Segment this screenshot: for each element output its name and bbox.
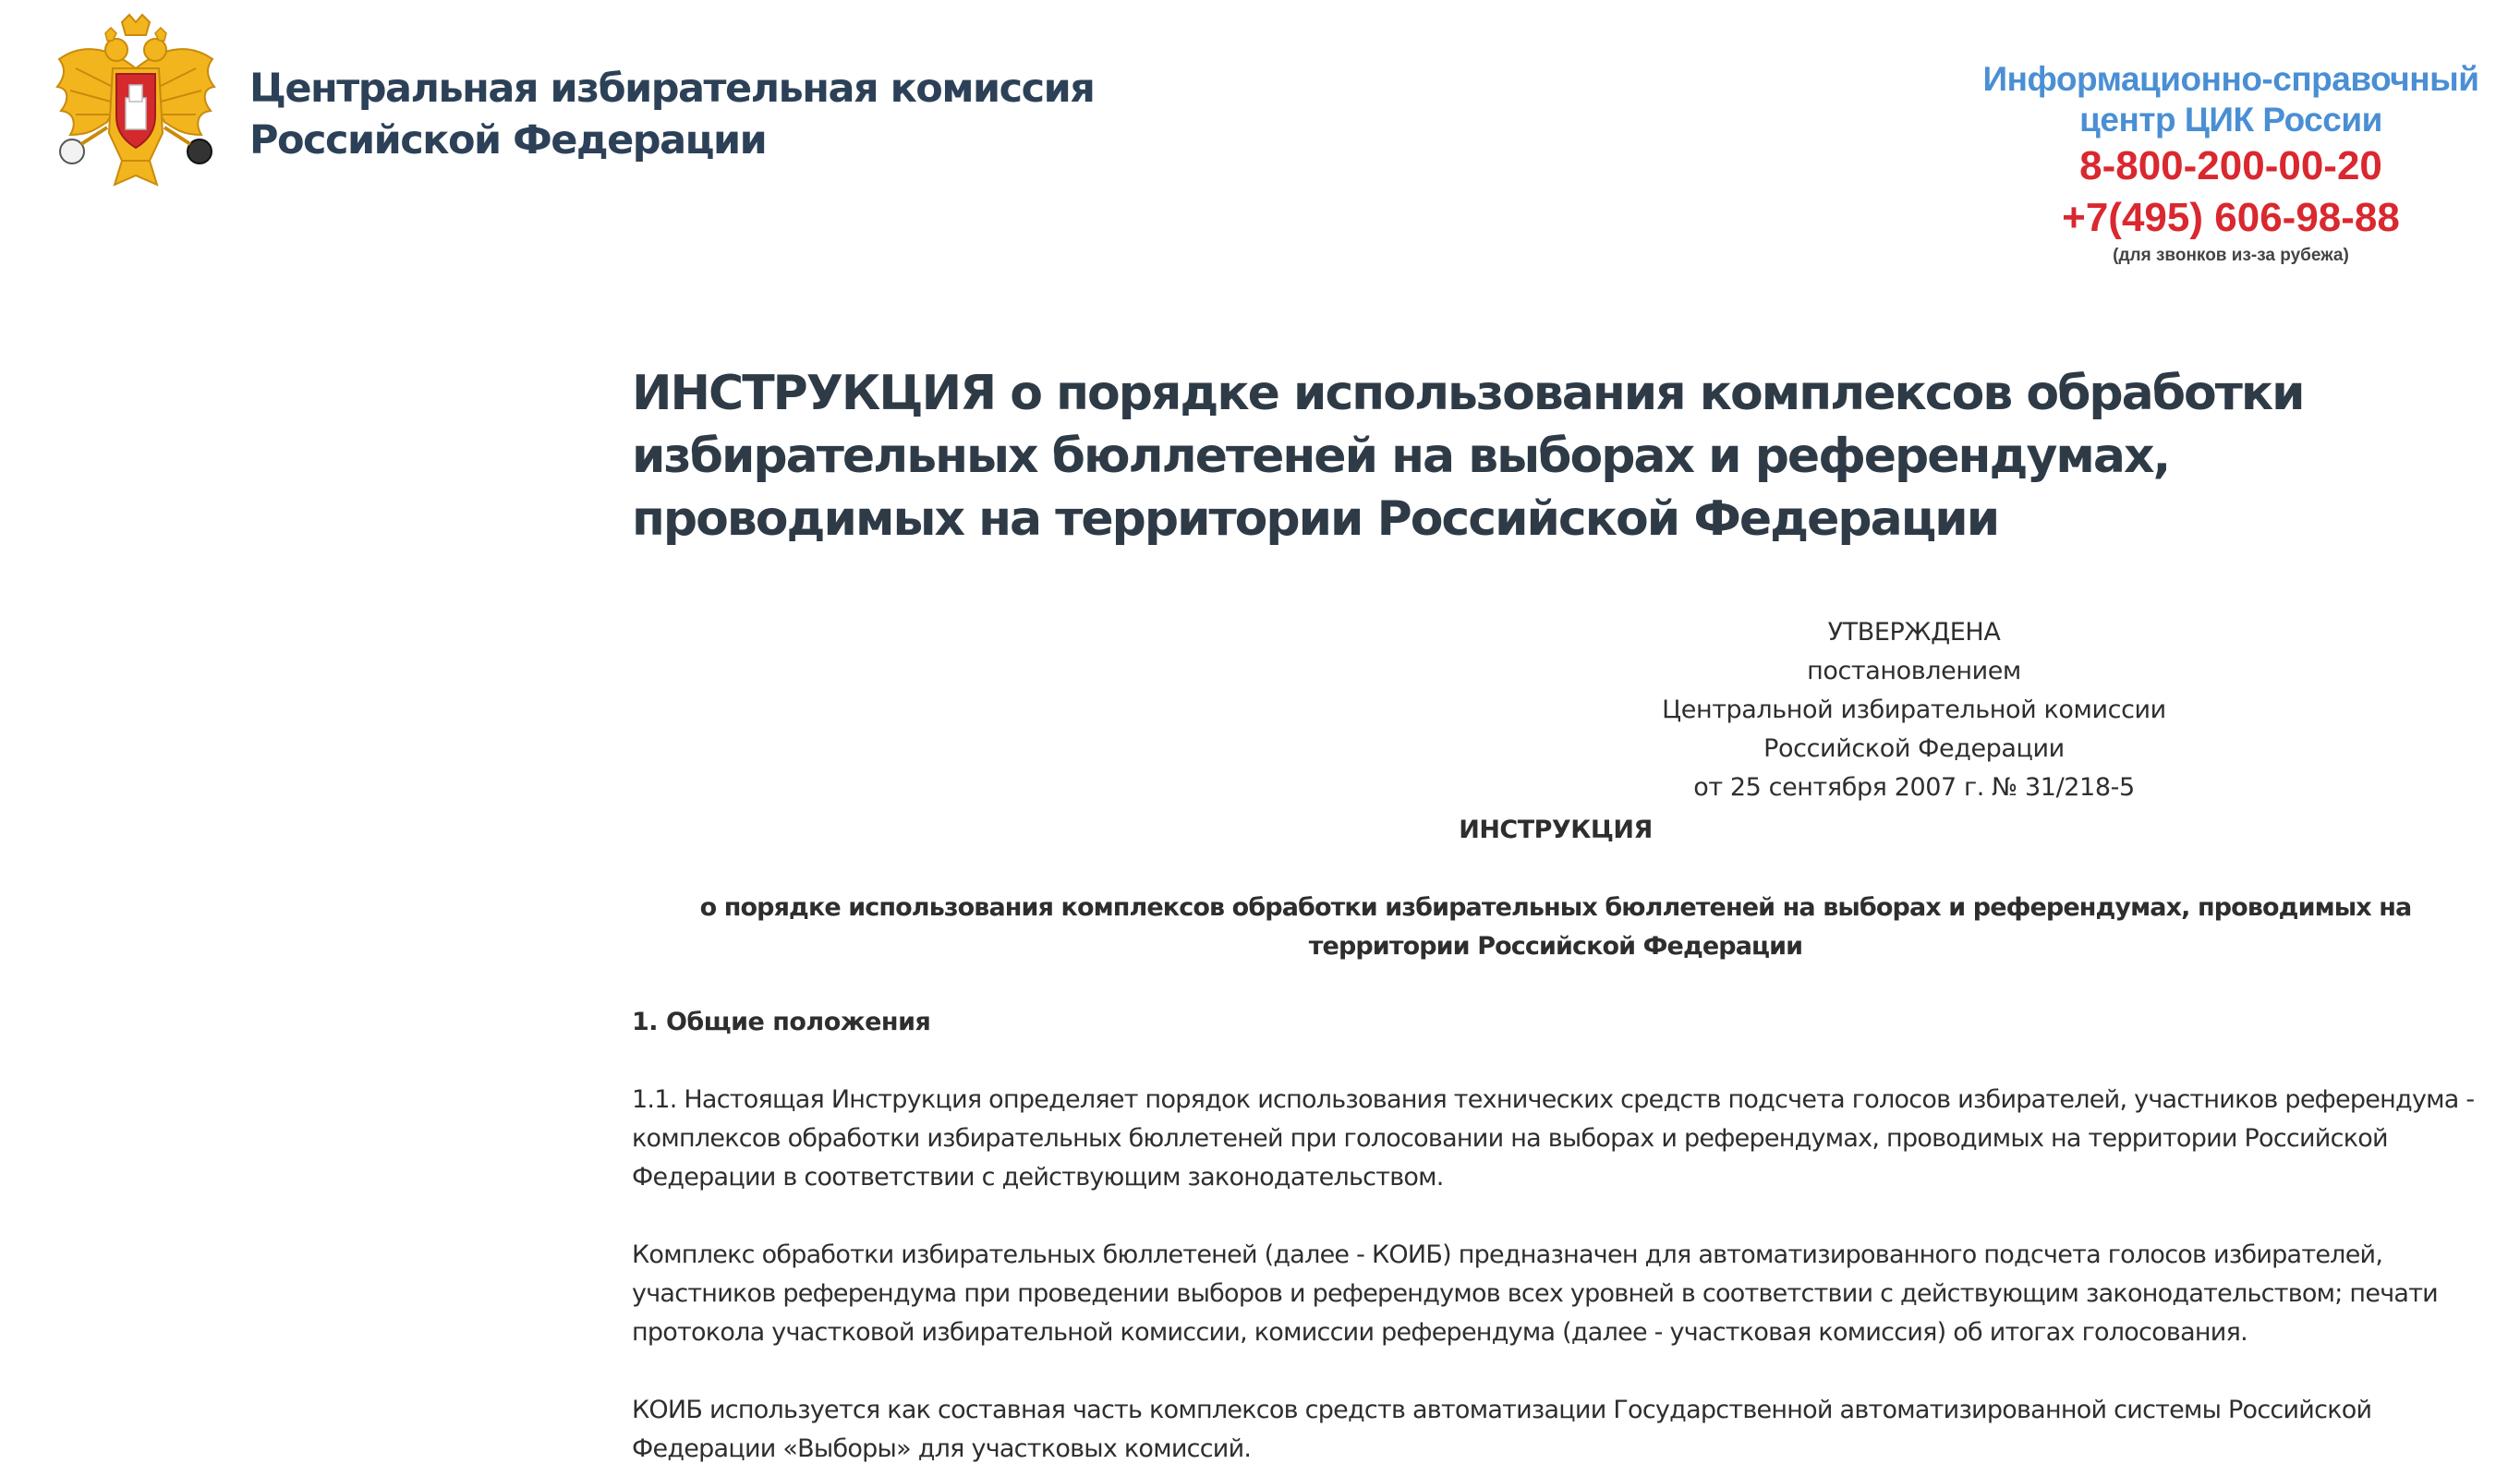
paragraph-1-1: 1.1. Настоящая Инструкция определяет порядок использования технических средств подсчета голосов избирателей, участников референдума - комплексов обработки избирательных бюллетеней при голосовании на выборах и референдумах, проводимых на территории Российской Федерации в соответствии с действующим законодательством. [632, 1085, 2475, 1192]
document-content [632, 362, 2479, 1469]
paragraph-koib-purpose: Комплекс обработки избирательных бюллетеней (далее - КОИБ) предназначен для автоматизированного подсчета голосов избирателей, участников референдума при проведении выборов и референдумов всех уровней в соответствии с действующим законодательством; печати протокола участковой избирательной комиссии, комиссии референдума (далее - участковая комиссия) об итогах голосования. [632, 1240, 2438, 1347]
abroad-phone-link[interactable]: +7(495) 606-98-88 [2062, 195, 2400, 240]
approval-line-4: Российской Федерации [1763, 734, 2065, 763]
instruction-subheading: о порядке использования комплексов обработки избирательных бюллетеней на выборах и референдумах, проводимых на территории Российской Федерации [699, 893, 2412, 961]
info-center-title-line-2: центр ЦИК России [2079, 101, 2382, 139]
hotline-phone-link[interactable]: 8-800-200-00-20 [2079, 143, 2382, 188]
org-name[interactable] [249, 63, 1094, 166]
org-name-line-2: Российской Федерации [249, 117, 767, 163]
instruction-heading: ИНСТРУКЦИЯ [1459, 816, 1653, 844]
abroad-phone-note: (для звонков из-за рубежа) [2113, 246, 2349, 265]
approval-line-3: Центральной избирательной комиссии [1662, 696, 2166, 724]
document-title: ИНСТРУКЦИЯ о порядке использования комплексов обработки избирательных бюллетеней на выборах и референдумах, проводимых на территории Российской Федерации [632, 366, 2304, 547]
approval-line-1: УТВЕРЖДЕНА [1827, 618, 2001, 647]
site-header [0, 0, 2520, 296]
home-logo-link[interactable] [48, 13, 224, 198]
section-1-heading: 1. Общие положения [632, 1008, 931, 1036]
org-name-line-1: Центральная избирательная комиссия [249, 66, 1095, 112]
info-center-title-line-1: Информационно-справочный [1982, 60, 2479, 98]
paragraph-koib-usage: КОИБ используется как составная часть комплексов средств автоматизации Государственной автоматизированной системы Российской Федерации «Выборы» для участковых комиссий. [632, 1396, 2372, 1463]
approval-block [1652, 613, 2176, 807]
russian-eagle-emblem-icon [48, 13, 224, 198]
info-center-block [1931, 59, 2520, 266]
approval-line-5: от 25 сентября 2007 г. № 31/218-5 [1693, 773, 2135, 802]
approval-line-2: постановлением [1807, 657, 2021, 685]
